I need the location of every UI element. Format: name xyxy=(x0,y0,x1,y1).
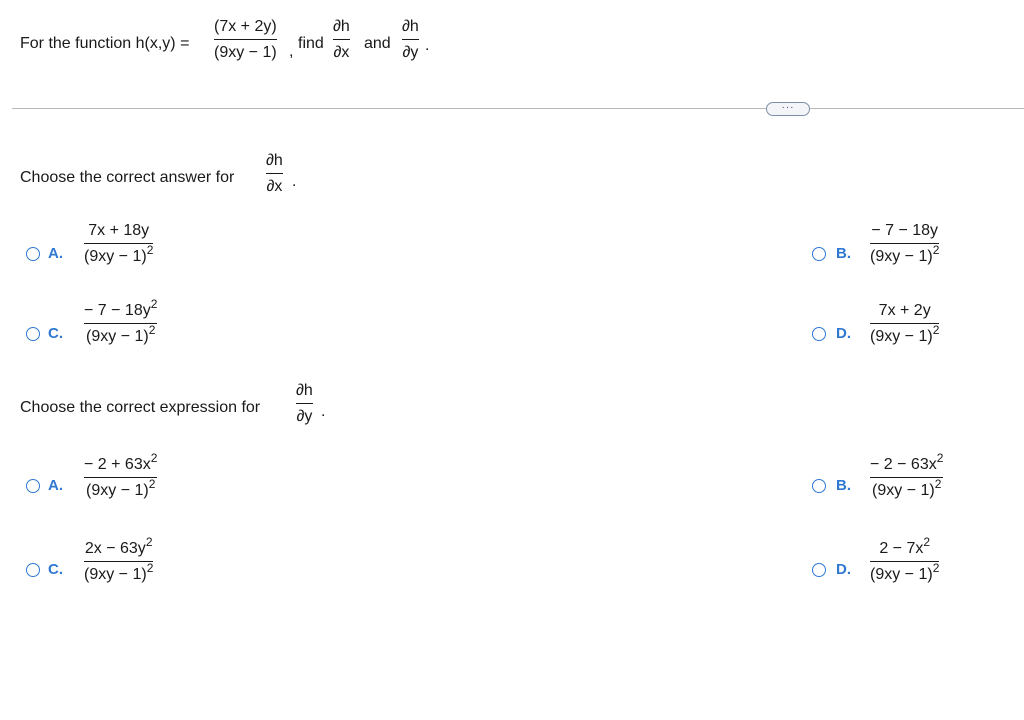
part1-option-c-radio[interactable] xyxy=(26,327,40,341)
part2-option-d-radio[interactable] xyxy=(812,563,826,577)
option-numerator: 7x + 2y xyxy=(878,302,931,319)
part2-option-b-fraction xyxy=(870,451,944,500)
part1-prompt: Choose the correct answer for xyxy=(20,169,235,186)
partial-h: ∂h xyxy=(266,152,283,169)
part1-option-a-radio[interactable] xyxy=(26,247,40,261)
question-and: and xyxy=(364,35,391,52)
part1-option-d-fraction xyxy=(870,302,939,346)
partial-y: ∂y xyxy=(296,408,313,425)
option-numerator: $2x - 63y^2$ xyxy=(84,535,153,557)
question-comma: , xyxy=(289,43,294,60)
fraction-bar xyxy=(870,323,939,324)
part2-option-d-fraction xyxy=(870,535,940,584)
function-numerator: (7x + 2y) xyxy=(214,18,277,35)
part2-partial-fraction xyxy=(296,382,313,426)
fraction-bar xyxy=(84,477,157,478)
part2-option-a-radio[interactable] xyxy=(26,479,40,493)
part2-option-c-letter: C. xyxy=(48,561,63,578)
option-numerator: − $7 - 18y^2$ xyxy=(84,297,158,319)
part1-partial-fraction xyxy=(266,152,283,196)
part1-option-d-radio[interactable] xyxy=(812,327,826,341)
part1-option-c-letter: C. xyxy=(48,325,63,342)
question-period: . xyxy=(425,37,430,54)
option-numerator: − 7 − 18y xyxy=(871,222,939,239)
fraction-bar xyxy=(84,561,153,562)
partial-y: ∂y xyxy=(402,44,419,61)
part2-option-a-letter: A. xyxy=(48,477,63,494)
part2-period: . xyxy=(321,403,326,420)
part2-option-c-fraction xyxy=(84,535,154,584)
function-fraction xyxy=(214,18,277,62)
question-find: find xyxy=(298,35,324,52)
part2-option-d-letter: D. xyxy=(836,561,851,578)
option-numerator: 7x + 18y xyxy=(88,222,150,239)
fraction-bar xyxy=(870,561,939,562)
fraction-bar xyxy=(333,39,350,40)
question-prefix: For the function h(x,y) = xyxy=(20,35,190,52)
option-numerator: $2 - 7x^2$ xyxy=(879,535,931,557)
option-numerator: − $2 - 63x^2$ xyxy=(870,451,944,473)
partial-h-y-fraction xyxy=(402,18,419,62)
fraction-bar xyxy=(266,173,283,174)
option-denominator: $(9xy - 1)^2$ xyxy=(872,477,942,499)
part1-option-a-letter: A. xyxy=(48,245,63,262)
fraction-bar xyxy=(870,243,939,244)
fraction-bar xyxy=(296,403,313,404)
part2-prompt: Choose the correct expression for xyxy=(20,399,261,416)
part2-option-a-fraction xyxy=(84,451,158,500)
partial-x: ∂x xyxy=(333,44,350,61)
function-denominator: (9xy − 1) xyxy=(214,44,277,61)
part1-option-d-letter: D. xyxy=(836,325,851,342)
part1-period: . xyxy=(292,173,297,190)
fraction-bar xyxy=(214,39,277,40)
part2-option-c-radio[interactable] xyxy=(26,563,40,577)
option-denominator: $(9xy - 1)^2$ xyxy=(870,243,940,265)
option-denominator: $(9xy - 1)^2$ xyxy=(86,477,156,499)
option-denominator: $(9xy - 1)^2$ xyxy=(870,561,940,583)
partial-x: ∂x xyxy=(266,178,283,195)
fraction-bar xyxy=(84,323,157,324)
part1-option-c-fraction xyxy=(84,297,158,346)
partial-h: ∂h xyxy=(333,18,350,35)
option-numerator: − $2 + 63x^2$ xyxy=(84,451,158,473)
option-denominator: $(9xy - 1)^2$ xyxy=(870,323,940,345)
part1-option-b-radio[interactable] xyxy=(812,247,826,261)
part1-option-a-fraction xyxy=(84,222,153,266)
partial-h-x-fraction xyxy=(333,18,350,62)
part1-option-b-letter: B. xyxy=(836,245,851,262)
option-denominator: $(9xy - 1)^2$ xyxy=(84,561,154,583)
option-denominator: $(9xy - 1)^2$ xyxy=(84,243,154,265)
part2-option-b-radio[interactable] xyxy=(812,479,826,493)
fraction-bar xyxy=(402,39,419,40)
partial-h: ∂h xyxy=(402,18,419,35)
fraction-bar xyxy=(84,243,153,244)
more-options-button[interactable]: ··· xyxy=(766,102,810,116)
section-divider xyxy=(12,108,1024,109)
part2-option-b-letter: B. xyxy=(836,477,851,494)
part1-option-b-fraction xyxy=(870,222,939,266)
partial-h: ∂h xyxy=(296,382,313,399)
option-denominator: $(9xy - 1)^2$ xyxy=(86,323,156,345)
fraction-bar xyxy=(870,477,943,478)
